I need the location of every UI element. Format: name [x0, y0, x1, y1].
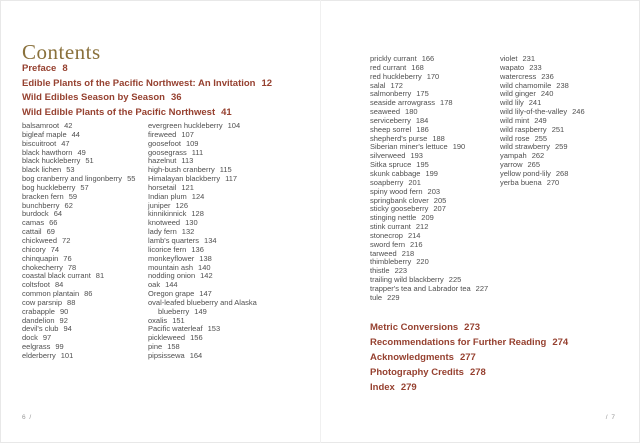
- entry-label: coltsfoot: [22, 280, 50, 290]
- entry-label: yerba buena: [500, 177, 542, 187]
- entry-page-number: 188: [432, 133, 445, 143]
- entry-label: camas: [22, 218, 45, 228]
- entry-label: oxalis: [148, 315, 168, 325]
- toc-entry: [22, 325, 146, 334]
- entry-page-number: 53: [66, 165, 75, 175]
- entry-page-number: 115: [219, 165, 232, 175]
- entry-label: blueberry: [158, 306, 190, 316]
- entry-label: thistle: [370, 266, 390, 276]
- entry-page-number: 88: [67, 297, 76, 307]
- entry-label: Wild Edible Plants of the Pacific Northwest: [22, 106, 216, 118]
- entry-label: pine: [148, 342, 163, 352]
- entry-page-number: 209: [421, 213, 434, 223]
- entry-page-number: 57: [80, 182, 89, 192]
- entry-page-number: 170: [426, 71, 440, 81]
- entry-label: wild lily: [500, 98, 524, 108]
- entry-label: bracken fern: [22, 191, 64, 201]
- entry-label: springbank clover: [370, 195, 429, 205]
- front-matter-section: [22, 62, 272, 120]
- entry-page-number: 86: [84, 289, 93, 299]
- entry-page-number: 233: [529, 62, 542, 72]
- entry-label: sheep sorrel: [370, 124, 412, 134]
- entry-label: seaside arrowgrass: [370, 98, 436, 108]
- entry-label: Metric Conversions: [370, 322, 459, 333]
- entry-page-number: 205: [433, 195, 447, 205]
- entry-page-number: 84: [54, 280, 64, 290]
- entry-label: bog huckleberry: [22, 182, 76, 192]
- entry-page-number: 201: [408, 177, 421, 187]
- entry-page-number: 278: [469, 367, 486, 378]
- entry-page-number: 168: [411, 62, 424, 72]
- entry-label: monkeyflower: [148, 253, 195, 263]
- entry-label: Edible Plants of the Pacific Northwest: An Invitation: [22, 77, 256, 89]
- entry-page-number: 255: [534, 133, 548, 143]
- entry-label: pipsissewa: [148, 350, 185, 360]
- entry-label: black lichen: [22, 165, 62, 175]
- entry-label: lamb's quarters: [148, 235, 200, 245]
- entry-page-number: 229: [387, 292, 400, 302]
- entry-label: pickleweed: [148, 333, 186, 343]
- entry-page-number: 101: [60, 350, 74, 360]
- entry-label: soapberry: [370, 177, 404, 187]
- entry-label: sword fern: [370, 239, 406, 249]
- entry-label: cow parsnip: [22, 297, 63, 307]
- entry-page-number: 113: [181, 156, 194, 166]
- entry-label: goosefoot: [148, 138, 181, 148]
- entry-page-number: 151: [172, 315, 185, 325]
- entry-label: black hawthorn: [22, 147, 73, 157]
- entry-page-number: 273: [464, 322, 481, 333]
- entry-label: knotweed: [148, 218, 181, 228]
- entry-page-number: 8: [62, 63, 68, 74]
- entry-page-number: 212: [415, 222, 429, 232]
- entry-label: tarweed: [370, 248, 397, 258]
- toc-entry: [22, 77, 272, 92]
- entry-page-number: 251: [551, 124, 565, 134]
- entry-page-number: 130: [185, 218, 198, 228]
- entry-page-number: 218: [401, 248, 415, 258]
- entry-label: Recommendations for Further Reading: [370, 337, 547, 348]
- entry-label: prickly currant: [370, 54, 417, 63]
- entry-label: lady fern: [148, 227, 177, 237]
- entry-label: violet: [500, 54, 518, 63]
- right-page-column-1: [370, 55, 500, 303]
- entry-page-number: 265: [527, 160, 541, 170]
- entry-page-number: 136: [191, 244, 204, 254]
- entry-label: biscuitroot: [22, 138, 57, 148]
- entry-page-number: 156: [190, 333, 203, 343]
- entry-label: yampah: [500, 151, 527, 161]
- entry-page-number: 99: [55, 342, 64, 352]
- entry-label: wild chamomile: [500, 80, 552, 90]
- entry-label: dock: [22, 333, 38, 343]
- entry-page-number: 64: [53, 209, 63, 219]
- entry-label: fireweed: [148, 129, 177, 139]
- entry-page-number: 178: [440, 98, 453, 108]
- toc-entry: [370, 320, 568, 335]
- entry-label: red huckleberry: [370, 71, 422, 81]
- right-page-number: / 7: [605, 414, 616, 421]
- entry-label: wild mint: [500, 115, 530, 125]
- entry-page-number: 190: [452, 142, 466, 152]
- entry-label: Pacific waterleaf: [148, 324, 203, 334]
- entry-page-number: 128: [191, 209, 204, 219]
- entry-label: Indian plum: [148, 191, 187, 201]
- entry-label: wild lily-of-the-valley: [500, 107, 568, 117]
- entry-page-number: 175: [416, 89, 429, 99]
- entry-label: Photography Credits: [370, 367, 464, 378]
- entry-label: balsamroot: [22, 121, 60, 130]
- toc-entry: [370, 294, 500, 303]
- entry-label: Wild Edibles Season by Season: [22, 92, 165, 104]
- entry-label: Himalayan blackberry: [148, 174, 221, 184]
- entry-page-number: 207: [433, 204, 446, 214]
- entry-page-number: 92: [59, 315, 68, 325]
- entry-label: bog cranberry and lingonberry: [22, 174, 123, 184]
- entry-page-number: 147: [199, 289, 212, 299]
- entry-page-number: 42: [64, 121, 73, 130]
- entry-label: elderberry: [22, 350, 56, 360]
- entry-label: goosegrass: [148, 147, 187, 157]
- entry-label: dandelion: [22, 315, 55, 325]
- entry-label: Preface: [22, 63, 57, 74]
- entry-label: seaweed: [370, 107, 401, 117]
- entry-page-number: 132: [181, 227, 195, 237]
- entry-page-number: 220: [416, 257, 429, 267]
- left-page-column-1: [22, 122, 146, 361]
- entry-page-number: 49: [77, 147, 86, 157]
- entry-label: stinging nettle: [370, 213, 417, 223]
- toc-entry: [148, 308, 298, 317]
- entry-label: high-bush cranberry: [148, 165, 215, 175]
- entry-label: skunk cabbage: [370, 168, 421, 178]
- entry-page-number: 72: [62, 235, 71, 245]
- entry-label: chickweed: [22, 235, 58, 245]
- entry-page-number: 195: [416, 160, 429, 170]
- entry-page-number: 104: [227, 121, 241, 130]
- entry-page-number: 121: [181, 182, 194, 192]
- entry-label: Acknowledgments: [370, 352, 454, 363]
- entry-label: wapato: [500, 62, 525, 72]
- entry-label: watercress: [500, 71, 537, 81]
- entry-label: cattail: [22, 227, 42, 237]
- entry-page-number: 274: [552, 337, 569, 348]
- entry-page-number: 51: [85, 156, 94, 166]
- entry-page-number: 126: [175, 200, 189, 210]
- entry-page-number: 231: [522, 54, 536, 63]
- entry-label: crabapple: [22, 306, 55, 316]
- entry-page-number: 124: [191, 191, 205, 201]
- entry-page-number: 142: [200, 271, 213, 281]
- entry-label: spiny wood fern: [370, 186, 423, 196]
- entry-page-number: 90: [59, 306, 69, 316]
- entry-label: licorice fern: [148, 244, 187, 254]
- entry-label: wild ginger: [500, 89, 536, 99]
- entry-page-number: 47: [61, 138, 70, 148]
- toc-entry: [370, 380, 568, 395]
- entry-label: trapper's tea and Labrador tea: [370, 283, 471, 293]
- entry-label: serviceberry: [370, 115, 411, 125]
- toc-entry: [370, 365, 568, 380]
- entry-page-number: 279: [400, 382, 417, 393]
- entry-label: chokecherry: [22, 262, 63, 272]
- entry-page-number: 78: [67, 262, 77, 272]
- entry-page-number: 94: [63, 324, 72, 334]
- entry-label: black huckleberry: [22, 156, 81, 166]
- entry-label: stink currant: [370, 222, 411, 232]
- entry-page-number: 117: [225, 174, 238, 184]
- entry-label: stonecrop: [370, 230, 403, 240]
- entry-label: silverweed: [370, 151, 406, 161]
- entry-label: Oregon grape: [148, 289, 195, 299]
- entry-label: hazelnut: [148, 156, 177, 166]
- entry-page-number: 41: [221, 106, 232, 118]
- entry-label: salal: [370, 80, 386, 90]
- toc-entry: [500, 179, 630, 188]
- entry-label: bunchberry: [22, 200, 60, 210]
- entry-page-number: 241: [528, 98, 542, 108]
- entry-label: Index: [370, 382, 395, 393]
- entry-label: wild strawberry: [500, 142, 551, 152]
- entry-page-number: 270: [546, 177, 560, 187]
- toc-entry: [22, 62, 272, 77]
- entry-page-number: 216: [410, 239, 423, 249]
- entry-label: yellow pond-lily: [500, 168, 551, 178]
- entry-page-number: 180: [405, 107, 418, 117]
- entry-page-number: 184: [415, 115, 429, 125]
- toc-entry: [22, 91, 272, 106]
- entry-page-number: 97: [42, 333, 52, 343]
- entry-label: sticky gooseberry: [370, 204, 429, 214]
- entry-label: wild raspberry: [500, 124, 547, 134]
- entry-label: nodding onion: [148, 271, 196, 281]
- entry-label: burdock: [22, 209, 49, 219]
- entry-page-number: 81: [95, 271, 105, 281]
- entry-label: oak: [148, 280, 161, 290]
- page-title: Contents: [22, 40, 101, 65]
- entry-label: horsetail: [148, 182, 177, 192]
- entry-label: eelgrass: [22, 342, 51, 352]
- toc-entry: [22, 352, 146, 361]
- entry-page-number: 36: [170, 92, 182, 104]
- entry-label: common plantain: [22, 289, 80, 299]
- entry-page-number: 55: [127, 174, 136, 184]
- entry-label: oval-leafed blueberry and Alaska: [148, 297, 257, 307]
- entry-label: chinquapin: [22, 253, 59, 263]
- entry-label: salmonberry: [370, 89, 412, 99]
- entry-label: juniper: [148, 200, 171, 210]
- left-page-column-2: [148, 122, 298, 361]
- entry-page-number: 12: [261, 77, 273, 89]
- entry-page-number: 153: [207, 324, 221, 334]
- entry-page-number: 186: [416, 124, 429, 134]
- entry-page-number: 109: [185, 138, 199, 148]
- entry-page-number: 223: [394, 266, 408, 276]
- entry-label: coastal black currant: [22, 271, 91, 281]
- back-matter-section: [370, 320, 568, 395]
- entry-page-number: 144: [165, 280, 178, 290]
- toc-entry: [370, 350, 568, 365]
- entry-label: wild rose: [500, 133, 530, 143]
- entry-label: Siberian miner's lettuce: [370, 142, 448, 152]
- entry-label: mountain ash: [148, 262, 194, 272]
- entry-page-number: 59: [68, 191, 78, 201]
- entry-page-number: 44: [71, 129, 80, 139]
- entry-page-number: 69: [46, 227, 55, 237]
- toc-entry: [148, 352, 298, 361]
- entry-page-number: 74: [50, 244, 60, 254]
- entry-page-number: 66: [49, 218, 58, 228]
- entry-page-number: 164: [189, 350, 203, 360]
- toc-entry: [22, 106, 272, 121]
- entry-page-number: 140: [198, 262, 211, 272]
- entry-label: yarrow: [500, 160, 523, 170]
- left-page-number: 6 /: [22, 414, 33, 421]
- entry-label: thimbleberry: [370, 257, 412, 267]
- entry-page-number: 166: [421, 54, 435, 63]
- entry-page-number: 240: [540, 89, 554, 99]
- entry-page-number: 249: [534, 115, 547, 125]
- right-page-column-2: [500, 55, 630, 188]
- entry-label: tule: [370, 292, 383, 302]
- entry-label: Sitka spruce: [370, 160, 412, 170]
- entry-label: shepherd's purse: [370, 133, 428, 143]
- entry-label: trailing wild blackberry: [370, 275, 444, 285]
- entry-page-number: 259: [555, 142, 568, 152]
- entry-page-number: 107: [181, 129, 194, 139]
- entry-page-number: 236: [541, 71, 554, 81]
- entry-page-number: 214: [407, 230, 421, 240]
- entry-label: evergreen huckleberry: [148, 121, 223, 130]
- entry-page-number: 111: [191, 147, 204, 157]
- entry-page-number: 138: [199, 253, 212, 263]
- entry-page-number: 225: [448, 275, 462, 285]
- entry-page-number: 199: [425, 168, 438, 178]
- entry-page-number: 158: [167, 342, 180, 352]
- entry-page-number: 262: [531, 151, 545, 161]
- entry-page-number: 227: [475, 283, 489, 293]
- entry-page-number: 76: [63, 253, 72, 263]
- entry-page-number: 203: [427, 186, 441, 196]
- entry-label: devil's club: [22, 324, 59, 334]
- entry-label: chicory: [22, 244, 46, 254]
- entry-page-number: 268: [555, 168, 569, 178]
- entry-label: kinnikinnick: [148, 209, 187, 219]
- entry-page-number: 246: [572, 107, 585, 117]
- entry-label: red currant: [370, 62, 407, 72]
- book-spine-divider: [320, 0, 321, 443]
- entry-page-number: 172: [390, 80, 403, 90]
- entry-page-number: 62: [64, 200, 73, 210]
- entry-label: bigleaf maple: [22, 129, 67, 139]
- entry-page-number: 134: [204, 235, 217, 245]
- entry-page-number: 149: [194, 306, 207, 316]
- entry-page-number: 238: [556, 80, 569, 90]
- entry-page-number: 193: [410, 151, 423, 161]
- toc-entry: [370, 335, 568, 350]
- entry-page-number: 277: [459, 352, 476, 363]
